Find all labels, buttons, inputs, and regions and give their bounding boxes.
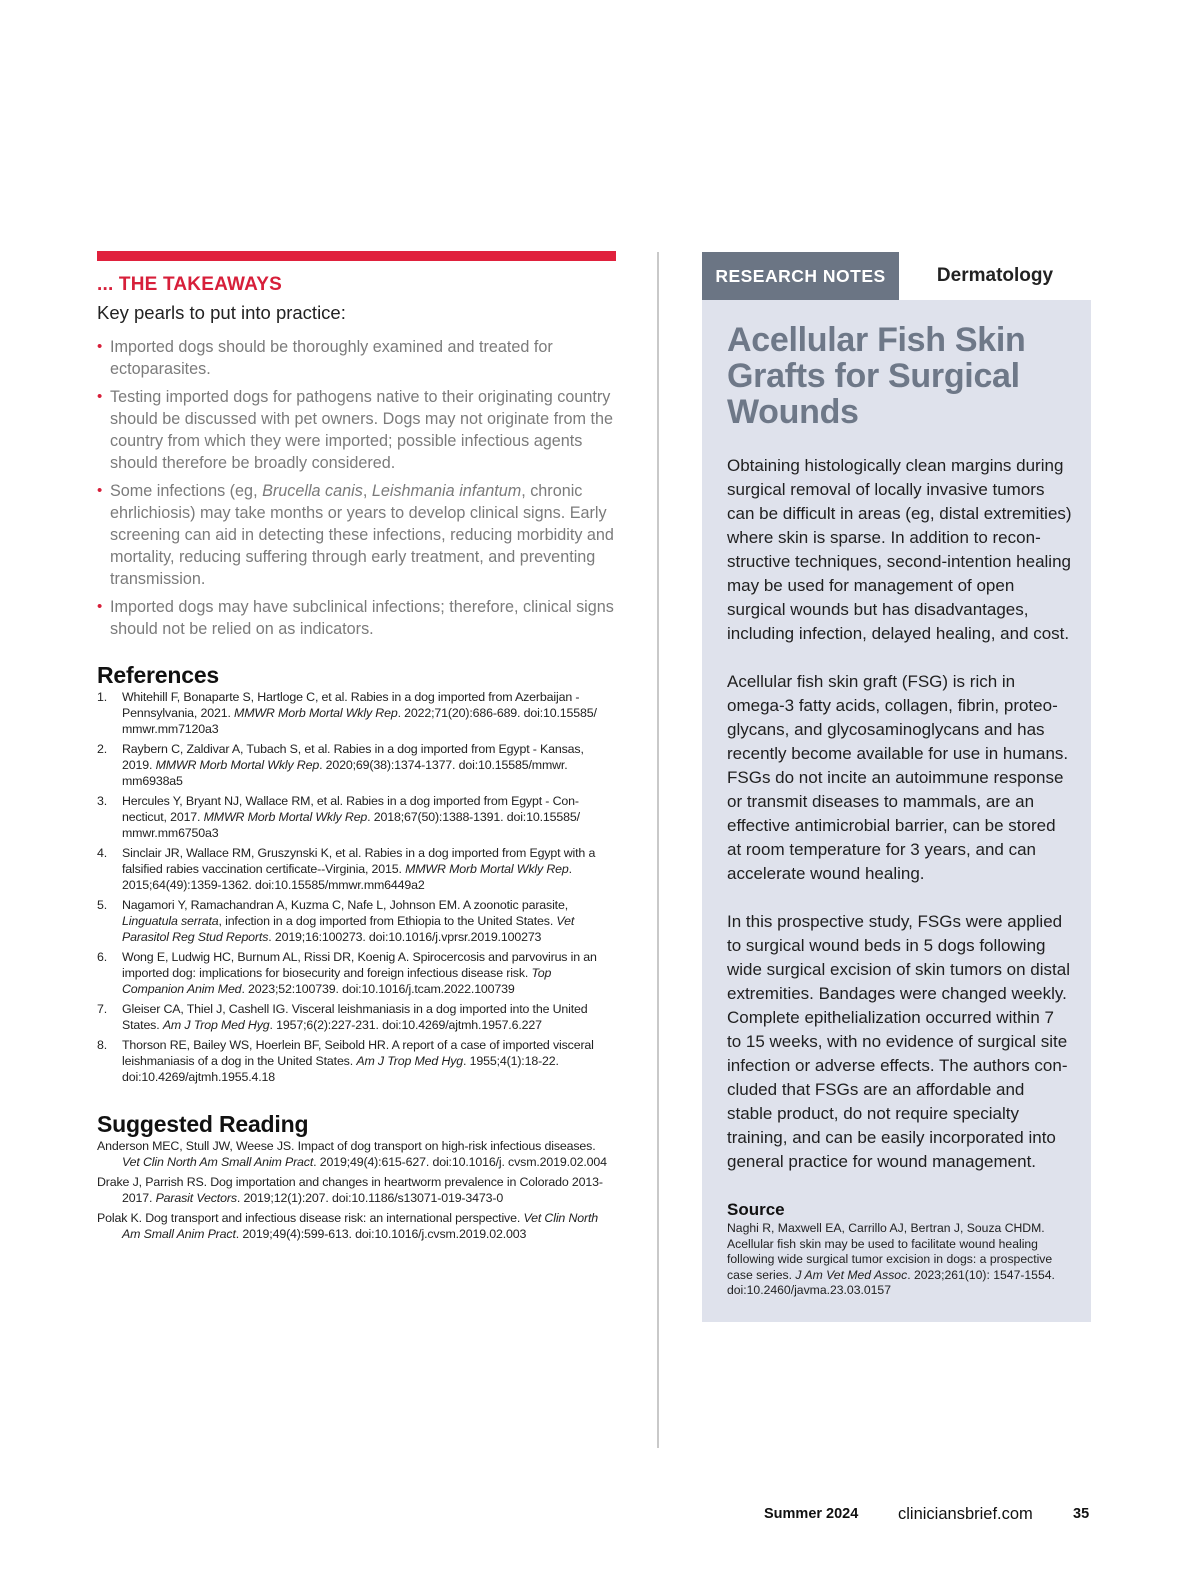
reference-item: 3. Hercules Y, Bryant NJ, Wallace RM, et al. Rabies in a dog imported from Egypt - Connecticut, 2017. MMWR Morb Mortal Wkly Rep. 2018;67(50):1388-1391. doi:10.15585/ mmwr.mm6750a3 xyxy=(97,794,580,840)
body-paragraph: Acellular fish skin graft (FSG) is rich in omega-3 fatty acids, collagen, fibrin, proteoglycans, and glycosaminoglycans and has recently become available for use in humans. FSGs do not incite an autoimmune response or transmit diseases to mammals, are an effective antimicrobial barrier, can be stored at room temperature for 3 years, and can accelerate wound healing. xyxy=(727,672,1069,883)
suggested-item: Polak K. Dog transport and infectious disease risk: an international perspective. Vet Clin North Am Small Anim Pract. 2019;49(4):599-613. doi:10.1016/j.cvsm.2019.02.003 xyxy=(97,1211,599,1241)
takeaways-title: ... THE TAKEAWAYS xyxy=(97,274,282,295)
source-citation: Naghi R, Maxwell EA, Carrillo AJ, Bertran J, Souza CHDM. Acellular fish skin may be used to facilitate wound healing following wide surgical tumor excision in dogs: a prospective case series. J Am Vet Med Assoc. 2023;261(10): 1547-1554. doi:10.2460/javma.23.03.0157 xyxy=(727,1221,1055,1297)
research-notes-tag: RESEARCH NOTES xyxy=(702,252,899,300)
reference-item: 5. Nagamori Y, Ramachandran A, Kuzma C, Nafe L, Johnson EM. A zoonotic parasite, Linguatula serrata, infection in a dog imported from Ethiopia to the United States. Vet Parasitol Reg Stud Reports. 2019;16:100273. doi:10.1016/j.vprsr.2019.100273 xyxy=(97,898,575,944)
article-title: Acellular Fish Skin Grafts for Surgical Wounds xyxy=(727,321,1026,431)
accent-bar xyxy=(97,251,616,261)
source-heading: Source xyxy=(727,1200,785,1219)
takeaway-item: • Some infections (eg, Brucella canis, Leishmania infantum, chronic ehrlichiosis) may take months or years to develop clinical signs. Early screening can aid in detecting these infections, reducing morbidity and mortality, reducing suffering through early treatment, and preventing transmission. xyxy=(97,482,614,588)
bullet-icon: • xyxy=(97,388,103,405)
reference-item: 8. Thorson RE, Bailey WS, Hoerlein BF, Seibold HR. A report of a case of imported visceral leishmaniasis of a dog in the United States. Am J Trop Med Hyg. 1955;4(1):18-22. doi:10.4269/ajtmh.1955.4.18 xyxy=(97,1038,594,1084)
issue-season: Summer 2024 xyxy=(764,1506,859,1522)
suggested-item: Anderson MEC, Stull JW, Weese JS. Impact of dog transport on high-risk infectious diseases. Vet Clin North Am Small Anim Pract. 2019;49(4):615-627. doi:10.1016/j. cvsm.2019.02.004 xyxy=(97,1139,607,1169)
bullet-icon: • xyxy=(97,482,103,499)
takeaway-item: • Testing imported dogs for pathogens native to their originating country should be discussed with pet owners. Dogs may not originate from the country from which they were imported; possible infectious agents should therefore be broadly considered. xyxy=(97,388,613,472)
reference-item: 6. Wong E, Ludwig HC, Burnum AL, Rissi DR, Koenig A. Spirocercosis and parvovirus in an imported dog: implications for biosecurity and foreign infectious disease risk. Top Companion Anim Med. 2023;52:100739. doi:10.1016/j.tcam.2022.100739 xyxy=(97,950,597,996)
body-paragraph: In this prospective study, FSGs were applied to surgical wound beds in 5 dogs following wide surgical excision of skin tumors on distal extremities. Bandages were changed weekly. Complete epithelialization occurred within 7 to 15 weeks, with no evidence of surgical site infection or adverse effects. The authors concluded that FSGs are an affordable and stable product, do not require specialty training, and can be easily incorporated into general practice for wound management. xyxy=(727,912,1070,1171)
takeaway-item: • Imported dogs should be thoroughly examined and treated for ectoparasites. xyxy=(97,338,553,378)
page-number: 35 xyxy=(1073,1506,1090,1522)
left-column xyxy=(97,251,616,1246)
suggested-reading-list xyxy=(97,1138,616,1242)
research-notes-panel xyxy=(702,252,1091,1322)
bullet-icon: • xyxy=(97,598,103,615)
references-heading: References xyxy=(97,662,220,688)
takeaway-item: • Imported dogs may have subclinical infections; therefore, clinical signs should not be relied on as indicators. xyxy=(97,598,614,638)
website-link[interactable]: cliniciansbrief.com xyxy=(898,1505,1033,1523)
category-label: Dermatology xyxy=(899,252,1091,300)
reference-item: 7. Gleiser CA, Thiel J, Cashell IG. Visceral leishmaniasis in a dog imported into the United States. Am J Trop Med Hyg. 1957;6(2):227-231. doi:10.4269/ajtmh.1957.6.227 xyxy=(97,1002,588,1032)
references-list xyxy=(97,689,616,1085)
page-footer xyxy=(0,1506,1200,1528)
suggested-item: Drake J, Parrish RS. Dog importation and changes in heartworm prevalence in Colorado 2013-2017. Parasit Vectors. 2019;12(1):207. doi:10.1186/s13071-019-3473-0 xyxy=(97,1175,603,1205)
reference-item: 2. Raybern C, Zaldivar A, Tubach S, et al. Rabies in a dog imported from Egypt - Kansas, 2019. MMWR Morb Mortal Wkly Rep. 2020;69(38):1374-1377. doi:10.15585/mmwr. mm6938a5 xyxy=(97,742,584,788)
column-divider xyxy=(657,252,659,1448)
article-body xyxy=(727,454,1072,1198)
body-paragraph: Obtaining histologically clean margins during surgical removal of locally invasive tumors can be difficult in areas (eg, distal extremities) where skin is sparse. In addition to reconstructive techniques, second-intention healing may be used for management of open surgical wounds but has disadvantages, including infection, delayed healing, and cost. xyxy=(727,456,1072,643)
reference-item: 4. Sinclair JR, Wallace RM, Gruszynski K, et al. Rabies in a dog imported from Egypt with a falsified rabies vaccination certificate--Virginia, 2015. MMWR Morb Mortal Wkly Rep. 2015;64(49):1359-1362. doi:10.15585/mmwr.mm6449a2 xyxy=(97,846,596,892)
bullet-icon: • xyxy=(97,338,103,355)
suggested-reading-heading: Suggested Reading xyxy=(97,1111,309,1137)
takeaways-list xyxy=(97,336,616,640)
takeaways-subtitle: Key pearls to put into practice: xyxy=(97,302,346,323)
reference-item: 1. Whitehill F, Bonaparte S, Hartloge C, et al. Rabies in a dog imported from Azerbaijan - Pennsylvania, 2021. MMWR Morb Mortal Wkly Rep. 2022;71(20):686-689. doi:10.15585/ mmwr.mm7120a3 xyxy=(97,690,597,736)
